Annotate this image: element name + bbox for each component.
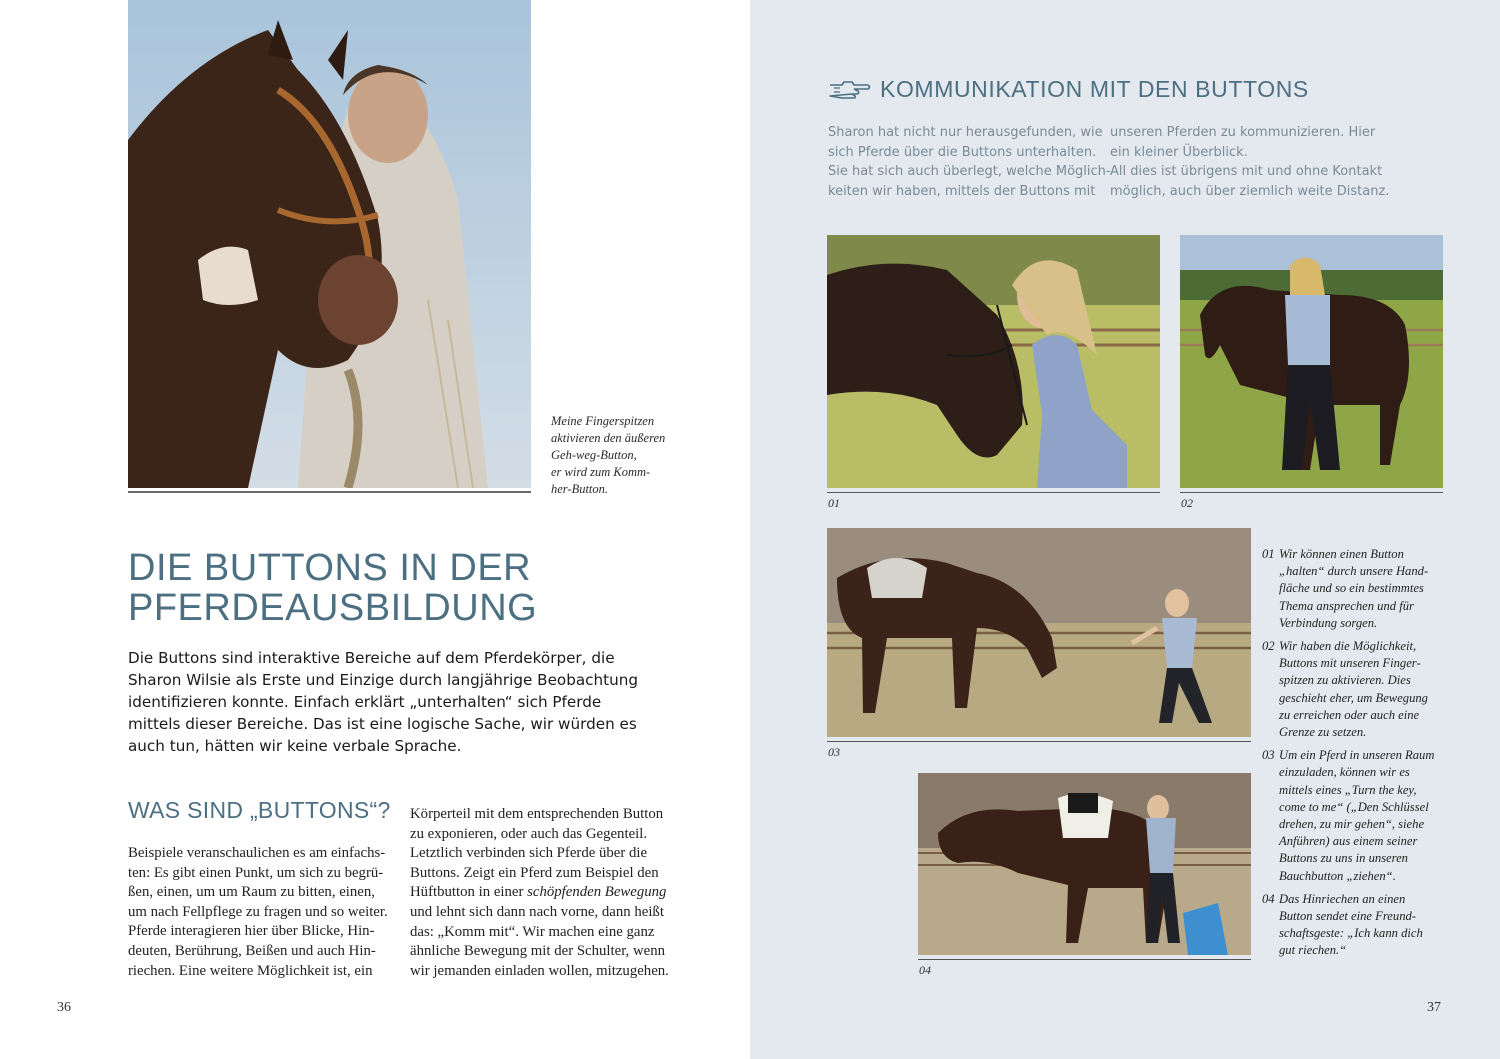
photo-01-hand-on-forehead — [827, 235, 1160, 488]
caption-item: 03 Um ein Pferd in unseren Raum einzuladen, können wir es mittels eines „Turn the key, come to me“ („Den Schlüssel drehen, zu mir gehen“, siehe Anführen) aus einem seiner Buttons zu uns in unseren Bauchbutton „ziehen“. — [1262, 748, 1435, 883]
photo-03-label: 03 — [828, 745, 840, 759]
right-intro-column-1: Sharon hat nicht nur herausgefunden, wie sich Pferde über die Buttons unterhalten. Sie hat sich auch überlegt, welche Möglich- keiten wir haben, mittels der Buttons mit — [828, 125, 1111, 199]
section-subtitle: WAS SIND „BUTTONS“? — [128, 797, 391, 823]
page-number-left: 36 — [57, 1000, 71, 1015]
photo-03-invite — [827, 528, 1251, 737]
photo-04-sniffing — [918, 773, 1251, 955]
body-line-with-emphasis: Hüftbutton in einer schöpfenden Bewegung — [410, 884, 667, 901]
body-column-2: Körperteil mit dem entsprechenden Button zu exponieren, oder auch das Gegenteil. Letztlich verbinden sich Pferde über die Buttons. Zeigt ein Pferd zum Beispiel den Hüftbutton in einer schöpfenden Bewegung und lehnt sich dann nach vorne, dann heißt das: „Komm mit“. Wir machen eine ganz ähnliche Bewegung mit der Schulter, wenn wir jemanden einladen wollen, mitzugehen. — [410, 805, 675, 981]
caption-item: 04 Das Hinriechen an einen Button sendet eine Freund- schaftsgeste: „Ich kann dich gut riechen.“ — [1262, 891, 1423, 958]
pointing-hand-icon — [828, 79, 872, 101]
photo-02-label: 02 — [1181, 496, 1193, 510]
photo-02-rule — [1180, 492, 1443, 493]
page-number-right: 37 — [1427, 1000, 1441, 1015]
photo-01-label: 01 — [828, 496, 840, 510]
right-intro-column-2: unseren Pferden zu kommunizieren. Hier ein kleiner Überblick. All dies ist übrigens mit und ohne Kontakt möglich, auch über ziemlich weite Distanz. — [1110, 125, 1390, 199]
caption-item: 02 Wir haben die Möglichkeit, Buttons mit unseren Finger- spitzen zu aktivieren. Dies geschieht eher, um Bewegung zu erreichen oder auch eine Grenze zu setzen. — [1262, 639, 1428, 740]
main-photo-caption: Meine Fingerspitzen aktivieren den äußeren Geh-weg-Button, er wird zum Komm- her-Button. — [551, 414, 666, 496]
photo-03-rule — [827, 741, 1251, 742]
body-column-1: Beispiele veranschaulichen es am einfachs- ten: Es gibt einen Punkt, um sich zu begrü- ßen, einen, um um Raum zu bitten, einen, um nach Fellpflege zu fragen und so weiter. Pferde interagieren hier über Blicke, Hin- deuten, Berührung, Beißen und auch Hin- riechen. Eine weitere Möglichkeit ist, ein — [128, 845, 388, 979]
photo-02-fingertips — [1180, 235, 1443, 488]
chapter-title: DIE BUTTONS IN DER PFERDEAUSBILDUNG — [128, 547, 538, 629]
photo-01-rule — [827, 492, 1160, 493]
main-photo-rule — [128, 491, 531, 493]
intro-paragraph: Die Buttons sind interaktive Bereiche auf dem Pferdekörper, die Sharon Wilsie als Erste und Einzige durch langjährige Beobachtung identifizieren konnte. Einfach erklärt „unterhalten“ sich Pferde mittels dieser Bereiche. Das ist eine logische Sache, wir würden es auch tun, hätten wir keine verbale Sprache. — [128, 649, 638, 755]
main-photo-woman-horse — [128, 0, 531, 488]
right-section-heading: KOMMUNIKATION MIT DEN BUTTONS — [828, 76, 1309, 103]
caption-item: 01 Wir können einen Button „halten“ durch unsere Hand- fläche und so ein bestimmtes Thema ansprechen und für Verbindung sorgen. — [1262, 547, 1429, 630]
photo-04-rule — [918, 959, 1251, 960]
photo-04-label: 04 — [919, 963, 931, 977]
photo-captions-list — [1262, 546, 1492, 966]
